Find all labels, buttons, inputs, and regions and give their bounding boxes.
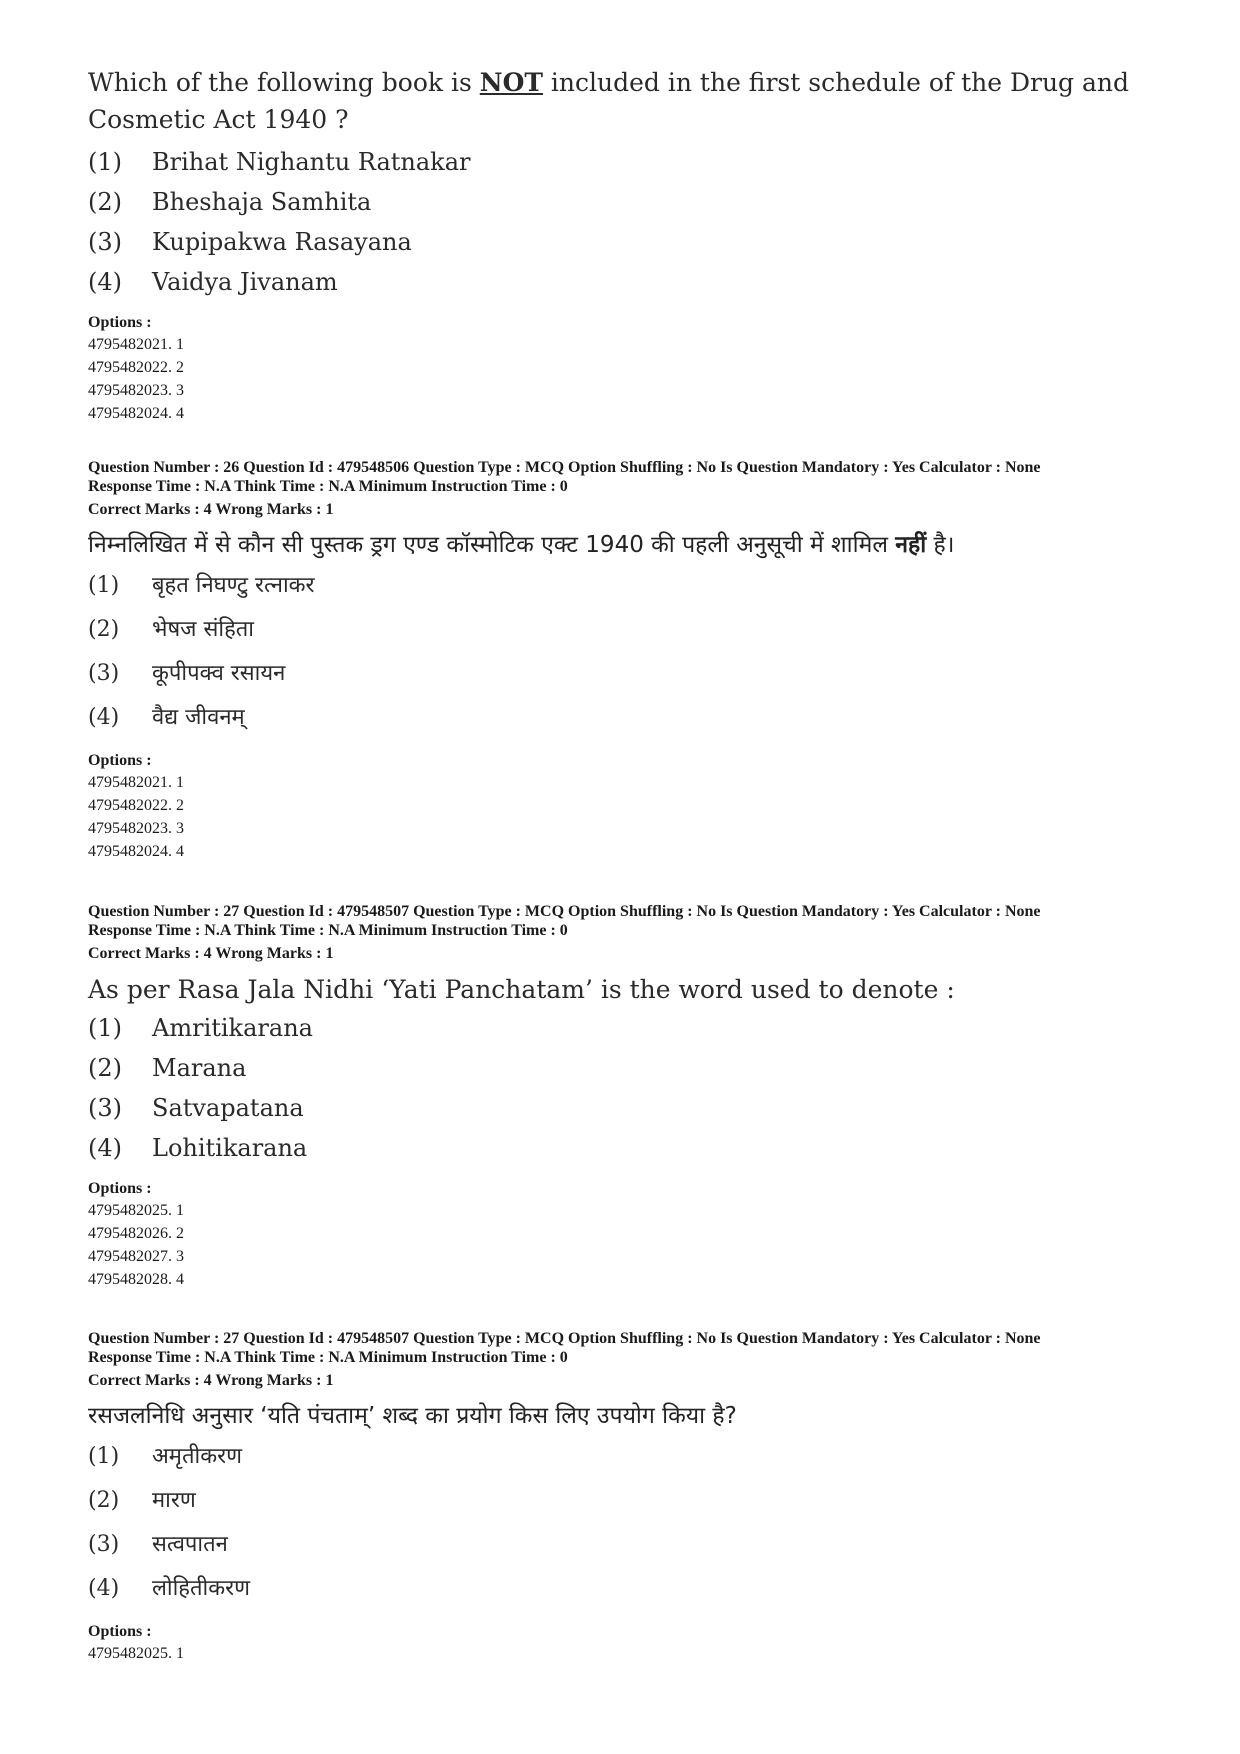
option-item: [88, 1479, 1180, 1523]
question-stem: As per Rasa Jala Nidhi ‘Yati Panchatam’ is the word used to denote :: [88, 975, 955, 1004]
stem-text: निम्नलिखित में से कौन सी पुस्तक ड्रग एण्ड कॉस्मोटिक एक्ट 1940 की पहली अनुसूची में शामिल: [88, 532, 896, 558]
option-number: (4): [88, 705, 120, 730]
option-item: [88, 222, 1180, 262]
option-code: 4795482025. 1: [88, 1202, 184, 1219]
option-code: 4795482024. 4: [88, 405, 184, 422]
question-26-hindi: [88, 458, 1180, 863]
option-text: Kupipakwa Rasayana: [152, 228, 412, 256]
option-number: (3): [88, 661, 120, 686]
stem-emphasis: NOT: [479, 68, 543, 97]
option-text: लोहितीकरण: [152, 1576, 251, 1601]
option-text: Lohitikarana: [152, 1134, 308, 1162]
question-25-english: [88, 64, 1180, 425]
option-list: [88, 1008, 1180, 1168]
option-text: Bheshaja Samhita: [152, 188, 372, 216]
question-meta: Response Time : N.A Think Time : N.A Minimum Instruction Time : 0: [88, 922, 568, 939]
option-number: (4): [88, 1134, 122, 1162]
option-number: (1): [88, 573, 120, 598]
option-text: Marana: [152, 1054, 247, 1082]
option-item: [88, 142, 1180, 182]
question-meta: Question Number : 27 Question Id : 479548507 Question Type : MCQ Option Shuffling : No Is Question Mandatory : Yes Calculator : None: [88, 903, 1041, 920]
option-text: भेषज संहिता: [152, 617, 254, 642]
question-meta: Question Number : 26 Question Id : 479548506 Question Type : MCQ Option Shuffling : No Is Question Mandatory : Yes Calculator : None: [88, 459, 1041, 476]
option-code: 4795482021. 1: [88, 336, 184, 353]
option-item: [88, 182, 1180, 222]
option-item: [88, 1567, 1180, 1611]
option-number: (3): [88, 1532, 120, 1557]
option-item: [88, 1008, 1180, 1048]
option-item: [88, 1088, 1180, 1128]
question-meta: Question Number : 27 Question Id : 479548507 Question Type : MCQ Option Shuffling : No Is Question Mandatory : Yes Calculator : None: [88, 1330, 1041, 1347]
option-list: [88, 142, 1180, 302]
option-text: मारण: [152, 1488, 196, 1513]
option-number: (2): [88, 188, 122, 216]
option-item: [88, 1523, 1180, 1567]
option-code: 4795482022. 2: [88, 797, 184, 814]
options-label: Options :: [88, 752, 152, 769]
option-number: (4): [88, 1576, 120, 1601]
question-marks: Correct Marks : 4 Wrong Marks : 1: [88, 1372, 334, 1389]
question-marks: Correct Marks : 4 Wrong Marks : 1: [88, 945, 334, 962]
option-item: [88, 262, 1180, 302]
option-item: [88, 652, 1180, 696]
question-meta: Response Time : N.A Think Time : N.A Minimum Instruction Time : 0: [88, 1349, 568, 1366]
option-number: (2): [88, 617, 120, 642]
option-code: 4795482024. 4: [88, 843, 184, 860]
options-label: Options :: [88, 314, 152, 331]
stem-text: है।: [926, 532, 955, 558]
option-code: 4795482026. 2: [88, 1225, 184, 1242]
option-number: (2): [88, 1488, 120, 1513]
option-number: (2): [88, 1054, 122, 1082]
option-text: Brihat Nighantu Ratnakar: [152, 148, 471, 176]
option-text: अमृतीकरण: [152, 1444, 243, 1469]
option-item: [88, 1128, 1180, 1168]
stem-emphasis: नहीं: [895, 532, 927, 558]
option-number: (4): [88, 268, 122, 296]
option-number: (3): [88, 228, 122, 256]
option-number: (3): [88, 1094, 122, 1122]
option-code: 4795482027. 3: [88, 1248, 184, 1265]
option-list: [88, 564, 1180, 740]
option-codes: [88, 771, 1180, 863]
option-text: सत्वपातन: [152, 1532, 228, 1557]
option-code: 4795482023. 3: [88, 820, 184, 837]
option-item: [88, 564, 1180, 608]
question-27-hindi: [88, 1329, 1180, 1665]
option-text: वैद्य जीवनम्: [152, 705, 245, 730]
question-stem: [88, 527, 1180, 564]
question-stem: [88, 64, 1180, 138]
option-codes: [88, 333, 1180, 425]
options-label: Options :: [88, 1180, 152, 1197]
option-item: [88, 608, 1180, 652]
option-item: [88, 1435, 1180, 1479]
option-item: [88, 696, 1180, 740]
option-number: (1): [88, 1014, 122, 1042]
stem-text: included in the first schedule of the Drug and Cosmetic Act 1940 ?: [88, 68, 1130, 134]
question-stem: रसजलनिधि अनुसार ‘यति पंचताम्’ शब्द का प्रयोग किस लिए उपयोग किया है?: [88, 1403, 737, 1429]
option-code: 4795482028. 4: [88, 1271, 184, 1288]
option-code: 4795482025. 1: [88, 1645, 184, 1662]
option-text: कूपीपक्व रसायन: [152, 661, 286, 686]
option-code: 4795482022. 2: [88, 359, 184, 376]
option-text: Amritikarana: [152, 1014, 313, 1042]
option-text: Satvapatana: [152, 1094, 304, 1122]
option-codes: [88, 1642, 1180, 1665]
option-item: [88, 1048, 1180, 1088]
question-marks: Correct Marks : 4 Wrong Marks : 1: [88, 501, 334, 518]
options-label: Options :: [88, 1623, 152, 1640]
option-list: [88, 1435, 1180, 1611]
question-meta: Response Time : N.A Think Time : N.A Minimum Instruction Time : 0: [88, 478, 568, 495]
option-text: बृहत निघण्टु रत्नाकर: [152, 573, 315, 598]
question-27-english: [88, 902, 1180, 1291]
option-code: 4795482023. 3: [88, 382, 184, 399]
option-number: (1): [88, 148, 122, 176]
option-code: 4795482021. 1: [88, 774, 184, 791]
stem-text: Which of the following book is: [88, 68, 480, 97]
option-number: (1): [88, 1444, 120, 1469]
option-codes: [88, 1199, 1180, 1291]
option-text: Vaidya Jivanam: [152, 268, 338, 296]
